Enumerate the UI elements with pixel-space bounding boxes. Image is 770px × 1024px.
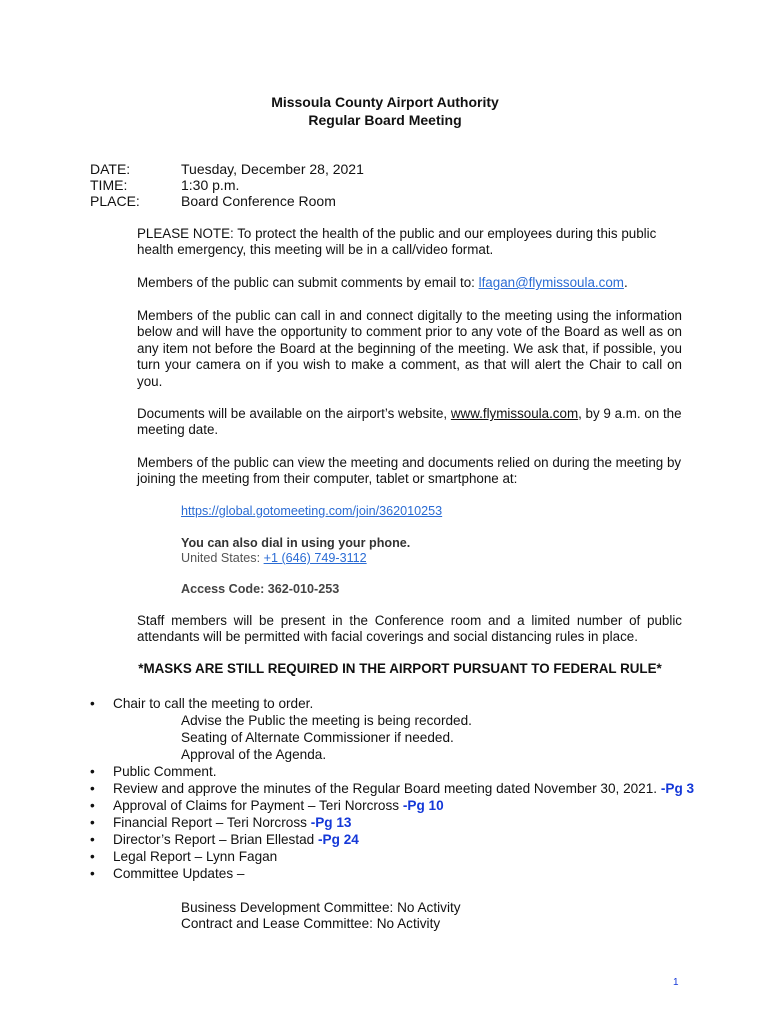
agenda-item-label: Financial Report – Teri Norcross [113,815,311,830]
agenda-item-claims [90,797,444,814]
agenda-item-minutes [90,780,694,797]
committee-update: Business Development Committee: No Activity [181,900,461,915]
agenda-subitem: Advise the Public the meeting is being recorded. [181,713,472,728]
agenda-item-label: Committee Updates – [113,866,245,881]
docs-suffix: , by 9 a.m. on the meeting date. [137,406,682,438]
email-link[interactable]: lfagan@flymissoula.com [478,275,624,290]
agenda-item-financial [90,814,351,831]
docs-prefix: Documents will be available on the airport’s website, [137,406,451,421]
call-in-note: Members of the public can call in and connect digitally to the meeting using the information below and will have the opportunity to comment prior to any vote of the Board as well as on any item not before the Board at the beginning of the meeting. We ask that, if possible, you turn your camera on if you wish to make a comment, as that will alert the Chair to call on you. [137,308,682,389]
agenda-item-director [90,831,359,848]
dial-country: United States: [181,551,264,565]
agenda-item-label: Chair to call the meeting to order. [113,696,314,711]
email-suffix: . [623,275,628,290]
agenda-item-call-to-order [90,695,313,712]
meeting-url-link[interactable]: https://global.gotomeeting.com/join/362010253 [181,504,443,518]
agenda-item-label: Public Comment. [113,764,217,779]
place-label: PLACE: [90,193,140,209]
meeting-title: Regular Board Meeting [308,112,462,128]
agenda-item-legal [90,848,277,865]
masks-notice: *MASKS ARE STILL REQUIRED IN THE AIRPORT PURSUANT TO FEDERAL RULE* [138,661,662,676]
bullet-icon: • [90,832,95,847]
time-label: TIME: [90,177,128,193]
email-note [137,275,682,291]
place-value: Board Conference Room [181,193,336,209]
bullet-icon: • [90,696,95,711]
please-note: PLEASE NOTE: To protect the health of the public and our employees during this public health emergency, this meeting will be in a call/video format. [137,226,657,258]
agenda-item-committees [90,865,244,882]
agenda-subitem: Approval of the Agenda. [181,747,327,762]
meeting-url [181,503,442,519]
page-reference: -Pg 13 [310,815,352,830]
dial-heading: You can also dial in using your phone. [181,536,411,550]
agenda-item-label: Approval of Claims for Payment – Teri Norcross [113,798,403,813]
email-prefix: Members of the public can submit comments by email to: [137,275,479,290]
view-note: Members of the public can view the meeting and documents relied on during the meeting by joining the meeting from their computer, tablet or smartphone at: [137,455,682,487]
committee-update: Contract and Lease Committee: No Activity [181,916,441,931]
bullet-icon: • [90,815,95,830]
agenda-item-label: Legal Report – Lynn Fagan [113,849,278,864]
dial-phone-link[interactable]: +1 (646) 749-3112 [263,551,367,565]
access-code: Access Code: 362-010-253 [181,582,340,596]
date-value: Tuesday, December 28, 2021 [181,161,364,177]
bullet-icon: • [90,849,95,864]
agenda-item-public-comment [90,763,217,780]
documents-note [137,406,682,439]
dial-phone-line [181,550,367,566]
bullet-icon: • [90,764,95,779]
docs-site-link[interactable]: www.flymissoula.com [450,406,579,421]
bullet-icon: • [90,866,95,881]
bullet-icon: • [90,798,95,813]
agenda-subitem: Seating of Alternate Commissioner if needed. [181,730,454,745]
agenda-item-label: Director’s Report – Brian Ellestad [113,832,319,847]
time-value: 1:30 p.m. [181,177,240,193]
page-number: 1 [673,977,679,988]
staff-note: Staff members will be present in the Conference room and a limited number of public attendants will be permitted with facial coverings and social distancing rules in place. [137,613,682,645]
page-reference: -Pg 10 [402,798,444,813]
agenda-item-label: Review and approve the minutes of the Regular Board meeting dated November 30, 2021. [113,781,661,796]
page-reference: -Pg 3 [660,781,695,796]
org-title: Missoula County Airport Authority [271,94,499,110]
page-reference: -Pg 24 [318,832,359,847]
bullet-icon: • [90,781,95,796]
date-label: DATE: [90,161,131,177]
